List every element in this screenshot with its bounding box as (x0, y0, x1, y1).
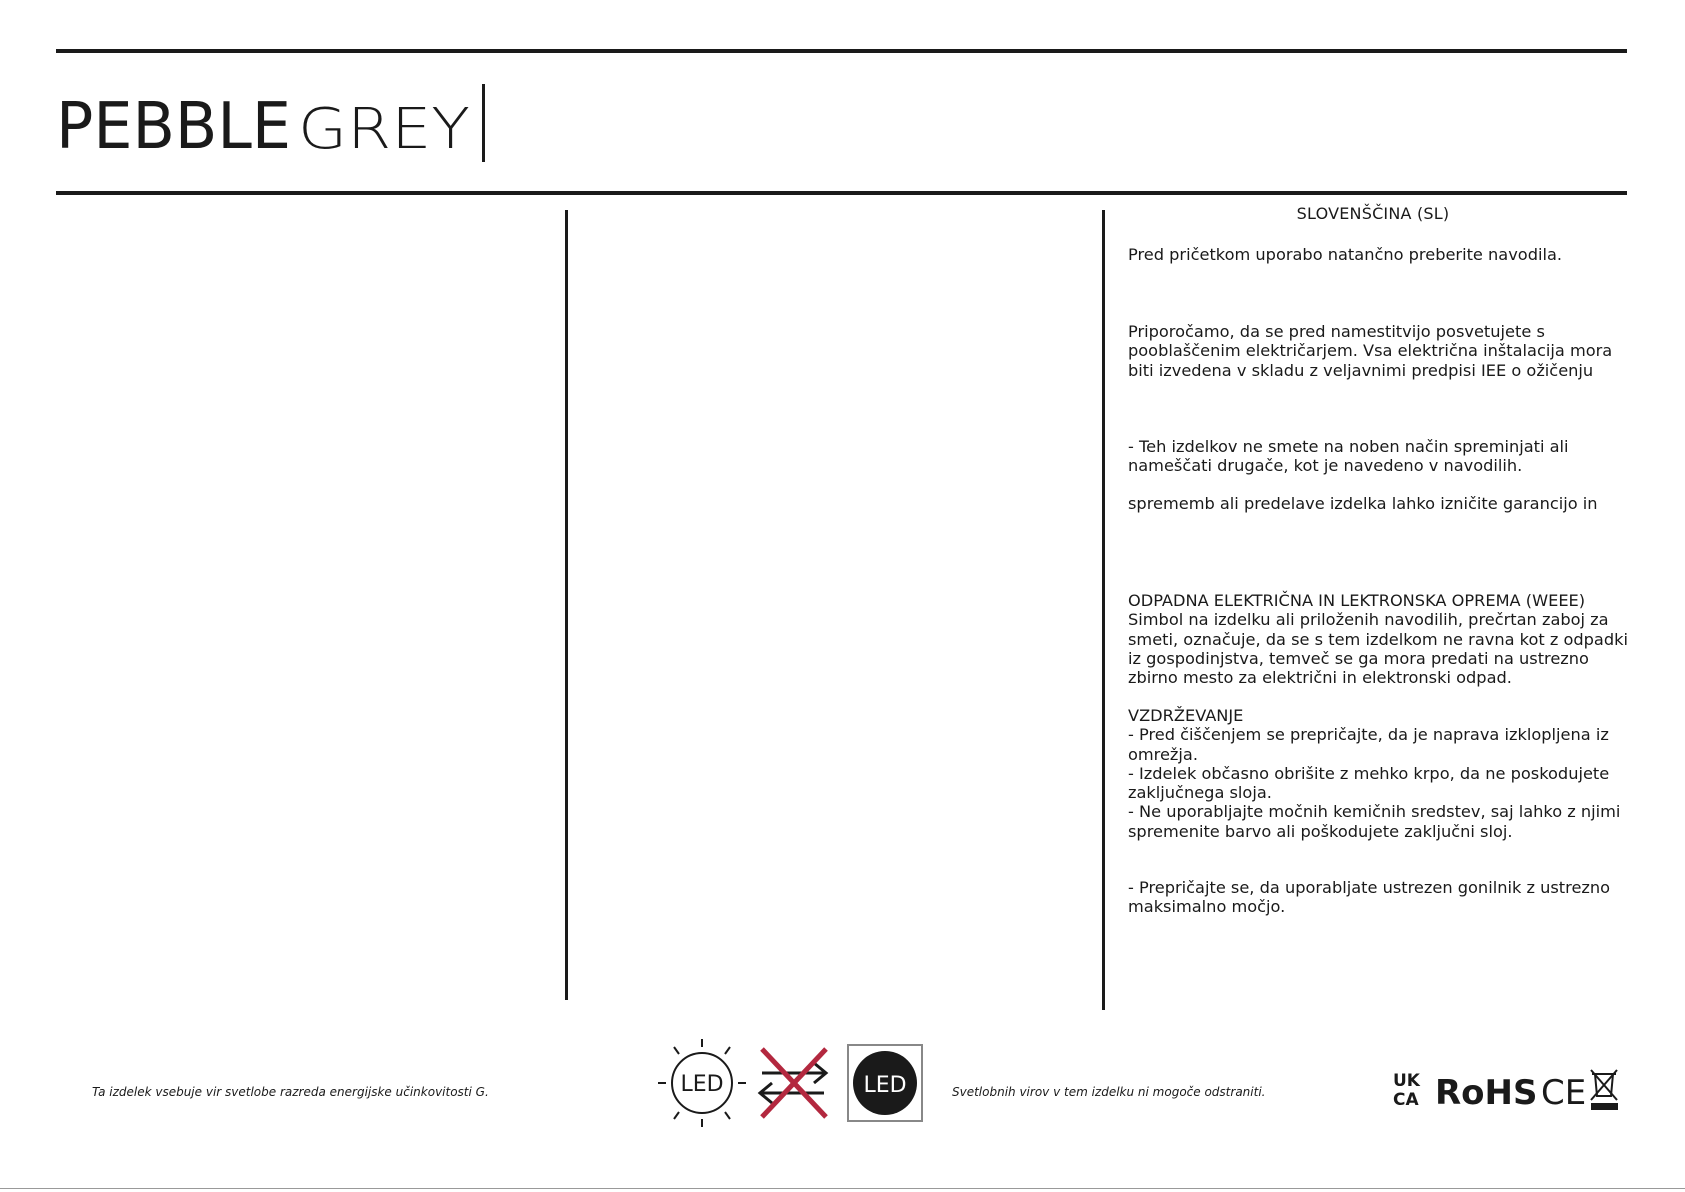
ce-mark: CE (1541, 1073, 1587, 1112)
brand-logo (56, 78, 496, 166)
no-replace-icon (760, 1049, 826, 1117)
section-title: SLOVENŠČINA (SL) (1296, 204, 1450, 223)
brand-name-part2: GREY (298, 97, 470, 162)
rohs-mark: RoHS (1435, 1073, 1538, 1112)
intro-paragraph: Pred pričetkom uporabo natančno preberite navodila. (1128, 245, 1563, 264)
ukca-mark-top: UK (1393, 1071, 1420, 1091)
led-bulb-label: LED (680, 1072, 724, 1097)
column-divider-2 (1102, 210, 1105, 1010)
led-module-label: LED (863, 1073, 907, 1098)
driver-paragraph: - Prepričajte se, da uporabljate ustrezen gonilnik z ustrezno maksimalno močjo. (1128, 878, 1611, 917)
modification-paragraph: - Teh izdelkov ne smete na noben način spreminjati ali nameščati drugače, kot je navedeno v navodilih. (1128, 437, 1569, 476)
maintenance-paragraph: VZDRŽEVANJE - Pred čiščenjem se prepričajte, da je naprava izklopljena iz omrežja. - Izdelek občasno obrišite z mehko krpo, da ne poskodujete zaključnega sloja. - Ne uporabljajte močnih kemičnih sredstev, saj lahko z njimi spremenite barvo ali poškodujete zaključni sloj. (1128, 706, 1621, 841)
bottom-edge-line (0, 1188, 1685, 1189)
column-divider-1 (565, 210, 568, 1000)
certification-marks (1393, 1068, 1623, 1112)
electrician-paragraph: Priporočamo, da se pred namestitvijo posvetujete s pooblaščenim električarjem. Vsa električna inštalacija mora biti izvedena v skladu z veljavnimi predpisi IEE o ožičenju (1128, 322, 1613, 380)
weee-paragraph: ODPADNA ELEKTRIČNA IN LEKTRONSKA OPREMA (WEEE) Simbol na izdelku ali priloženih navodilih, prečrtan zaboj za smeti, označuje, da se s tem izdelkom ne ravna kot z odpadki iz gospodinjstva, temveč se ga mora predati na ustrezno zbirno mesto za električni in elektronski odpad. (1128, 591, 1629, 688)
led-bulb-icon (658, 1039, 746, 1127)
warranty-paragraph: sprememb ali predelave izdelka lahko izničite garancijo in (1128, 494, 1598, 513)
ukca-mark-bottom: CA (1393, 1090, 1419, 1110)
top-rule (56, 49, 1627, 53)
led-icons-group (654, 1035, 924, 1135)
brand-name-part1: PEBBLE (56, 90, 291, 164)
non-removable-note: Svetlobnih virov v tem izdelku ni mogoče odstraniti. (952, 1085, 1266, 1099)
led-module-icon (848, 1045, 922, 1121)
header-rule (56, 191, 1627, 195)
energy-class-note: Ta izdelek vsebuje vir svetlobe razreda energijske učinkovitosti G. (92, 1085, 489, 1099)
weee-bin-icon (1591, 1070, 1617, 1109)
